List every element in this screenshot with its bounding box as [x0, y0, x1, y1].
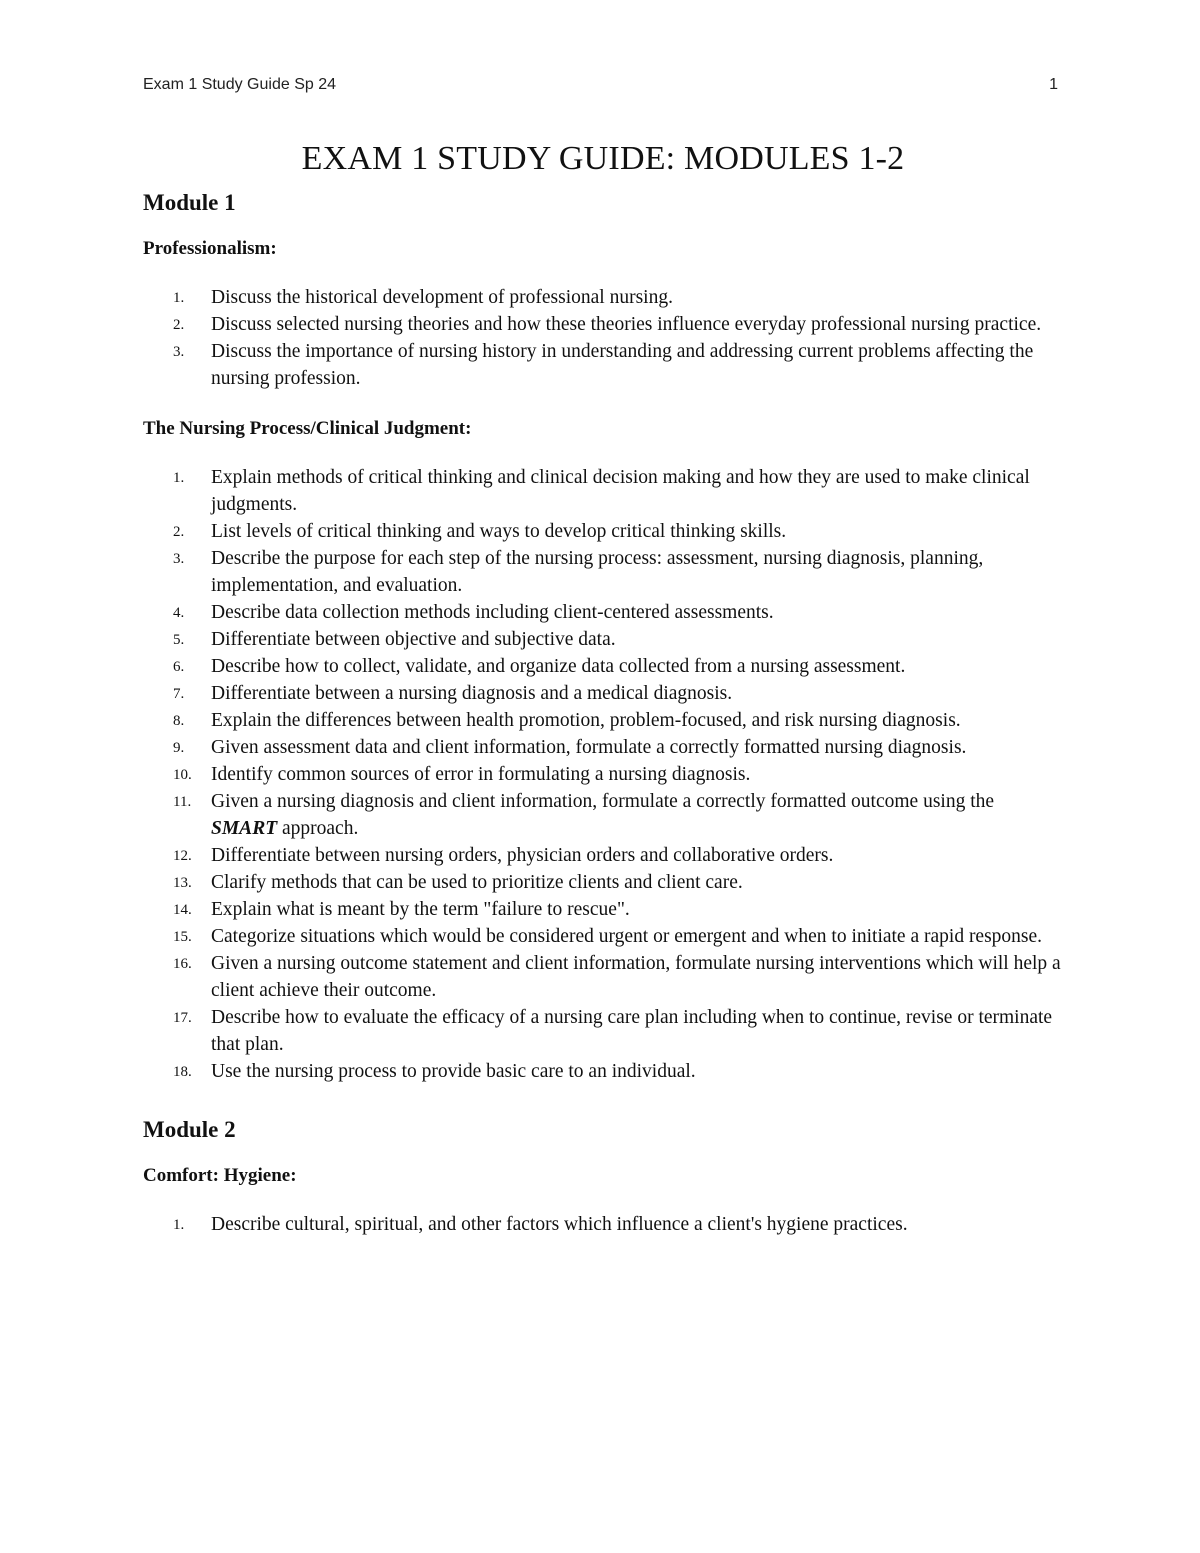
list-item — [143, 284, 1063, 311]
list-number: 1. — [173, 290, 185, 306]
list-item — [143, 599, 1063, 626]
list-item — [143, 896, 1063, 923]
list-item — [143, 518, 1063, 545]
list-item-text: Explain methods of critical thinking and clinical decision making and how they are used to make clinical judgments. — [211, 467, 1030, 515]
document-body — [143, 140, 1063, 1238]
list-item-text: Describe how to evaluate the efficacy of a nursing care plan including when to continue, revise or terminate that plan. — [211, 1007, 1053, 1055]
list-item — [143, 869, 1063, 896]
list-item-text: Identify common sources of error in formulating a nursing diagnosis. — [211, 764, 751, 785]
list-number: 3. — [173, 551, 185, 567]
list-number: 7. — [173, 686, 185, 702]
list-number: 10. — [173, 767, 192, 783]
list-number: 15. — [173, 929, 192, 945]
list-item-text: Discuss the importance of nursing history in understanding and addressing current problems affecting the nursing profession. — [211, 341, 1034, 389]
list-number: 2. — [173, 317, 185, 333]
header-title: Exam 1 Study Guide Sp 24 — [143, 76, 336, 93]
list-item-text-after: approach. — [277, 818, 359, 839]
list-item-text: Discuss selected nursing theories and how these theories influence everyday professional nursing practice. — [211, 314, 1042, 335]
list-item — [143, 626, 1063, 653]
list-number: 1. — [173, 470, 185, 486]
list-item — [143, 1058, 1063, 1085]
list-item — [143, 734, 1063, 761]
list-number: 1. — [173, 1217, 185, 1233]
list-number: 12. — [173, 848, 192, 864]
list-item-text: Describe the purpose for each step of the nursing process: assessment, nursing diagnosis, planning, implementation, and evaluation. — [211, 548, 984, 596]
list-number: 6. — [173, 659, 185, 675]
list-item-text: List levels of critical thinking and ways to develop critical thinking skills. — [211, 521, 787, 542]
list-item — [143, 338, 1063, 392]
list-item — [143, 788, 1063, 842]
list-item-text: Given a nursing outcome statement and client information, formulate nursing interventions which will help a client achieve their outcome. — [211, 953, 1061, 1001]
list-number: 5. — [173, 632, 185, 648]
list-item — [143, 950, 1063, 1004]
list-item — [143, 680, 1063, 707]
list-item-text: Discuss the historical development of professional nursing. — [211, 287, 673, 308]
list-number: 3. — [173, 344, 185, 360]
list-item-text: Explain the differences between health promotion, problem-focused, and risk nursing diagnosis. — [211, 710, 961, 731]
list-item — [143, 842, 1063, 869]
list-item-text: Differentiate between nursing orders, physician orders and collaborative orders. — [211, 845, 834, 866]
list-number: 4. — [173, 605, 185, 621]
list-item-text: Describe cultural, spiritual, and other factors which influence a client's hygiene practices. — [211, 1214, 908, 1235]
list-item-text: Differentiate between a nursing diagnosis and a medical diagnosis. — [211, 683, 733, 704]
professionalism-heading: Professionalism: — [143, 238, 277, 259]
list-item-text: Describe how to collect, validate, and organize data collected from a nursing assessment. — [211, 656, 906, 677]
list-number: 17. — [173, 1010, 192, 1026]
list-number: 16. — [173, 956, 192, 972]
list-item — [143, 311, 1063, 338]
list-number: 18. — [173, 1064, 192, 1080]
hygiene-heading: Comfort: Hygiene: — [143, 1165, 297, 1186]
list-item — [143, 545, 1063, 599]
list-item — [143, 761, 1063, 788]
list-item — [143, 923, 1063, 950]
list-item-text: Describe data collection methods including client-centered assessments. — [211, 602, 774, 623]
list-number: 11. — [173, 794, 192, 810]
list-item — [143, 464, 1063, 518]
list-number: 13. — [173, 875, 192, 891]
list-item-text: Use the nursing process to provide basic care to an individual. — [211, 1061, 696, 1082]
list-number: 8. — [173, 713, 185, 729]
smart-emphasis: SMART — [211, 818, 278, 839]
list-item-text: Differentiate between objective and subjective data. — [211, 629, 616, 650]
module-1-heading: Module 1 — [143, 190, 236, 215]
nursing-process-heading: The Nursing Process/Clinical Judgment: — [143, 418, 472, 439]
list-item-text: Explain what is meant by the term "failure to rescue". — [211, 899, 630, 920]
list-item — [143, 1211, 1063, 1238]
list-item — [143, 1004, 1063, 1058]
list-number: 2. — [173, 524, 185, 540]
page-number: 1 — [1049, 76, 1058, 93]
module-2-heading: Module 2 — [143, 1117, 236, 1142]
document-title: EXAM 1 STUDY GUIDE: MODULES 1-2 — [301, 140, 905, 177]
list-number: 14. — [173, 902, 192, 918]
list-item — [143, 653, 1063, 680]
list-item — [143, 707, 1063, 734]
list-item-text: Clarify methods that can be used to prioritize clients and client care. — [211, 872, 743, 893]
professionalism-list — [143, 284, 1063, 392]
list-item-text-before: Given a nursing diagnosis and client information, formulate a correctly formatted outcome using the — [211, 791, 995, 812]
nursing-process-list — [143, 464, 1063, 1085]
list-item-text: Given assessment data and client information, formulate a correctly formatted nursing diagnosis. — [211, 737, 967, 758]
list-item-text: Categorize situations which would be considered urgent or emergent and when to initiate a rapid response. — [211, 926, 1043, 947]
list-number: 9. — [173, 740, 185, 756]
hygiene-list — [143, 1211, 1063, 1238]
